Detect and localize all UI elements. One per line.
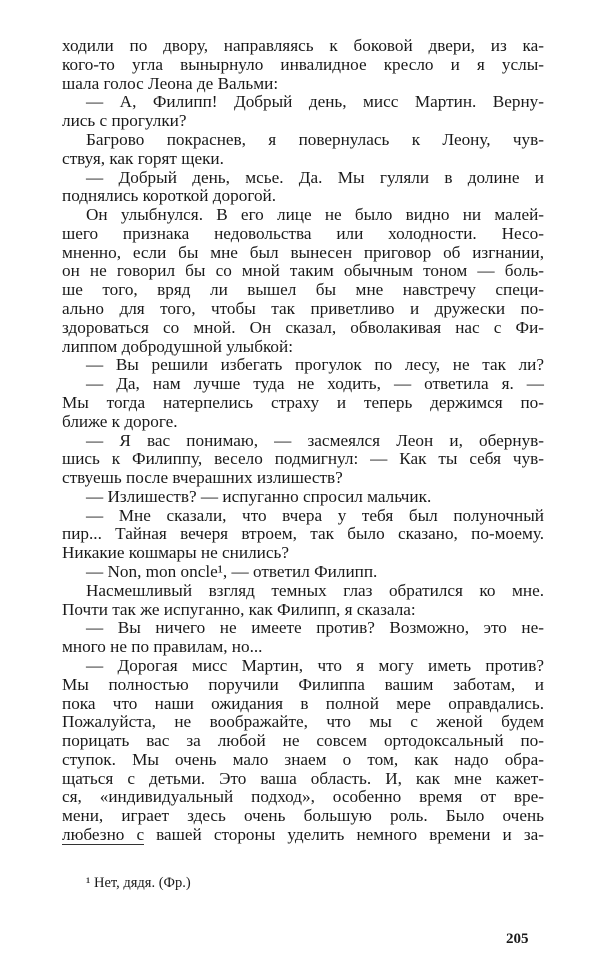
page-number: 205 xyxy=(506,931,529,947)
text-line: мени, играет здесь очень большую роль. Было очень xyxy=(62,806,544,825)
text-line: шись к Филиппу, весело подмигнул: — Как ты себя чув- xyxy=(62,449,544,468)
text-line: липпом добродушной улыбкой: xyxy=(62,337,293,356)
text-line: любезно с вашей стороны уделить немного времени и за- xyxy=(62,825,544,844)
text-line: ся, «индивидуальный подход», особенно время от вре- xyxy=(62,787,544,806)
text-line: много не по правилам, но... xyxy=(62,637,263,656)
text-line: Никакие кошмары не снились? xyxy=(62,543,289,562)
text-line: поднялись короткой дорогой. xyxy=(62,186,277,205)
text-line: щаться с детьми. Это ваша область. И, как мне кажет- xyxy=(62,769,544,788)
text-line: Почти так же испуганно, как Филипп, я сказала: xyxy=(62,600,416,619)
text-line: Мы тогда натерпелись страху и теперь держимся по- xyxy=(62,393,544,412)
text-line: — Вы ничего не имеете против? Возможно, это не- xyxy=(86,618,544,637)
text-line: ствуешь после вчерашних излишеств? xyxy=(62,468,343,487)
text-line: лись с прогулки? xyxy=(62,111,187,130)
text-line: — Non, mon oncle¹, — ответил Филипп. xyxy=(86,562,378,581)
footnote: ¹ Нет, дядя. (Фр.) xyxy=(86,875,191,891)
text-line: Багрово покраснев, я повернулась к Леону, чув- xyxy=(86,130,544,149)
text-line: ше того, вряд ли вышел бы мне навстречу специ- xyxy=(62,280,544,299)
text-line: он не говорил бы со мной таким обычным тоном — боль- xyxy=(62,261,544,280)
text-line: — Дорогая мисс Мартин, что я могу иметь против? xyxy=(86,656,544,675)
text-line: — Мне сказали, что вчера у тебя был полуночный xyxy=(86,506,544,525)
text-line: — Я вас понимаю, — засмеялся Леон и, обернув- xyxy=(86,431,544,450)
text-line: — А, Филипп! Добрый день, мисс Мартин. Верну- xyxy=(86,92,544,111)
text-line: Мы полностью поручили Филиппа вашим заботам, и xyxy=(62,675,544,694)
text-line: ходили по двору, направляясь к боковой двери, из ка- xyxy=(62,36,544,55)
text-line: шала голос Леона де Вальми: xyxy=(62,74,279,93)
text-line: порицать вас за любой не совсем ортодоксальный по- xyxy=(62,731,544,750)
text-line: Пожалуйста, не воображайте, что мы с женой будем xyxy=(62,712,544,731)
text-line: — Добрый день, мсье. Да. Мы гуляли в долине и xyxy=(86,168,544,187)
text-line: ступок. Мы очень мало знаем о том, как надо обра- xyxy=(62,750,544,769)
text-line: ствуя, как горят щеки. xyxy=(62,149,224,168)
text-line: — Излишеств? — испуганно спросил мальчик. xyxy=(86,487,432,506)
text-line: здороваться со мной. Он сказал, обволакивая нас с Фи- xyxy=(62,318,544,337)
text-line: ближе к дороге. xyxy=(62,412,178,431)
footnote-rule xyxy=(62,844,144,845)
text-line: кого-то угла вынырнуло инвалидное кресло и я услы- xyxy=(62,55,544,74)
text-line: Он улыбнулся. В его лице не было видно ни малей- xyxy=(86,205,544,224)
text-line: — Да, нам лучше туда не ходить, — ответила я. — xyxy=(86,374,544,393)
text-line: пир... Тайная вечеря втроем, так было сказано, по-моему. xyxy=(62,524,544,543)
text-line: Насмешливый взгляд темных глаз обратился ко мне. xyxy=(86,581,544,600)
text-line: — Вы решили избегать прогулок по лесу, не так ли? xyxy=(86,355,544,374)
text-line: мненно, если бы мне был вынесен приговор об изгнании, xyxy=(62,243,544,262)
text-line: шего признака недовольства или холодности. Несо- xyxy=(62,224,544,243)
text-line: ально для того, чтобы так приветливо и дружески по- xyxy=(62,299,544,318)
text-line: пока что наши ожидания в полной мере оправдались. xyxy=(62,694,544,713)
